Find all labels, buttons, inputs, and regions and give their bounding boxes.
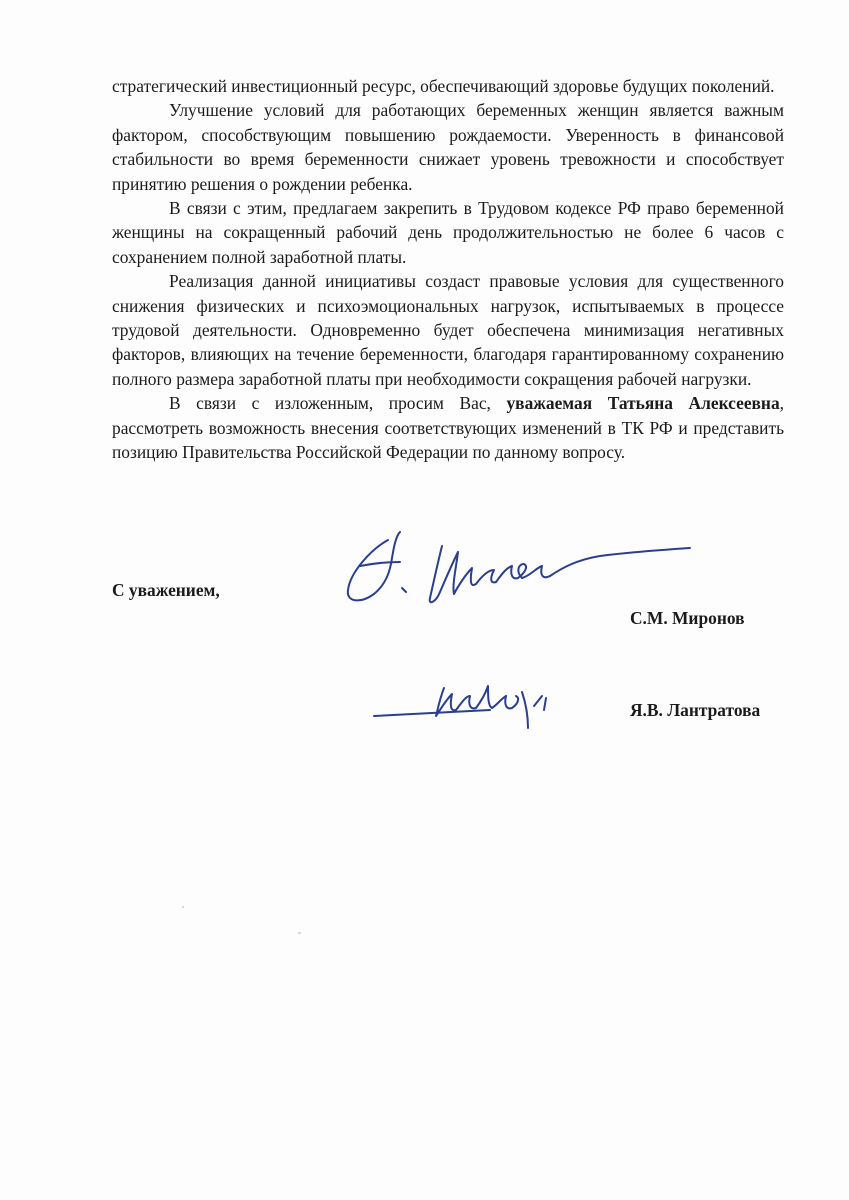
signer-name-lantratova: Я.В. Лантратова: [630, 700, 761, 720]
scan-speck: [298, 932, 301, 934]
paragraph-proposal: В связи с этим, предлагаем закрепить в Трудовом кодексе РФ право беременной женщины на сокращенный рабочий день продолжительностью не более 6 часов с сохранением полной заработной платы.: [112, 198, 784, 267]
addressee-name: уважаемая Татьяна Алексеевна: [506, 393, 780, 414]
paragraph-initiative: Реализация данной инициативы создаст правовые условия для существенного снижения физических и психоэмоциональных нагрузок, испытываемых в процессе трудовой деятельности. Одновременно будет обеспечена минимизация негативных факторов, влияющих на течение беременности, благодаря гарантированному сохранению полного размера заработной платы при необходимости сокращения рабочей нагрузки.: [112, 271, 784, 389]
signer-name-mironov: С.М. Миронов: [630, 608, 745, 628]
paragraph-request: [112, 391, 784, 464]
request-text-before: В связи с изложенным, просим Вас,: [169, 393, 507, 414]
signature-mironov: [330, 528, 700, 618]
closing-phrase: С уважением,: [112, 580, 220, 600]
paragraph-continuation: стратегический инвестиционный ресурс, обеспечивающий здоровье будущих поколений.: [112, 76, 775, 96]
letter-body: [112, 74, 784, 465]
signature-lantratova: [370, 666, 580, 736]
paragraph-working-conditions: Улучшение условий для работающих беременных женщин является важным фактором, способствующим повышению рождаемости. Уверенность в финансовой стабильности во время беременности снижает уровень тревожности и способствует принятию решения о рождении ребенка.: [112, 100, 784, 194]
scan-speck: [182, 906, 184, 908]
request-text-after: , рассмотреть возможность внесения соответствующих изменений в ТК РФ и представить позицию Правительства Российской Федерации по данному вопросу.: [112, 393, 785, 463]
